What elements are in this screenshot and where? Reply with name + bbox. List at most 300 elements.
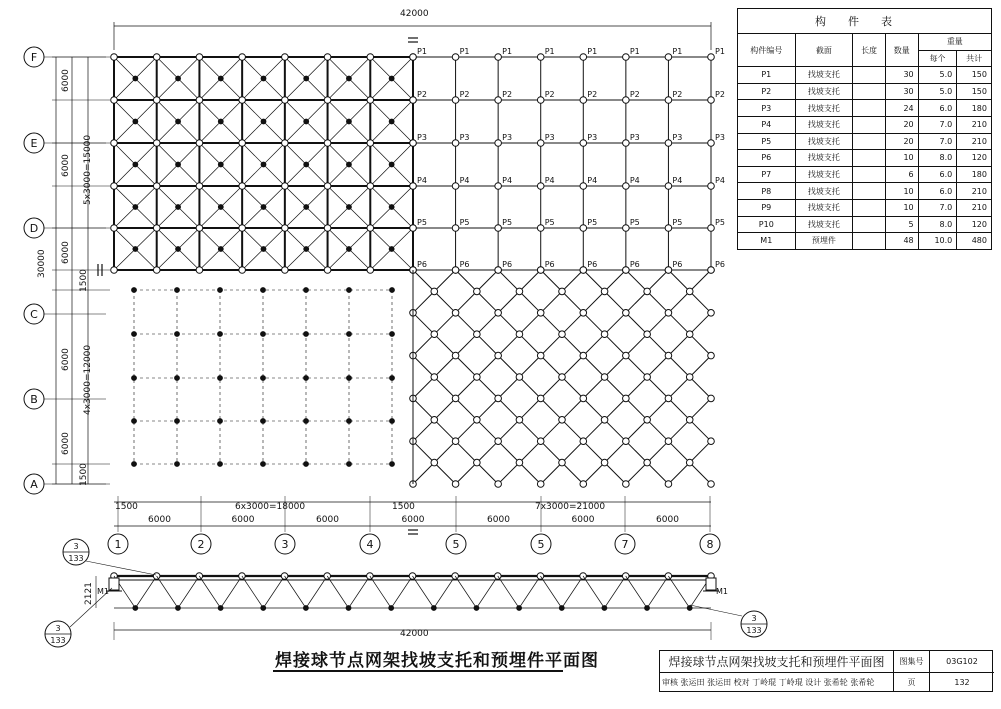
diamond-member	[477, 334, 498, 355]
header-qty: 数量	[885, 34, 918, 67]
upper-chord-node	[153, 140, 160, 147]
lower-chord-node	[176, 119, 181, 124]
diamond-member	[668, 270, 689, 291]
component-row	[738, 183, 992, 200]
diamond-member	[690, 313, 711, 334]
cell-total: 120	[957, 150, 992, 167]
upper-chord-node	[111, 54, 118, 61]
diamond-member	[541, 463, 562, 484]
diamond-member	[626, 398, 647, 419]
diamond-node	[516, 374, 523, 381]
lower-chord-node	[304, 205, 309, 210]
section-bottom-node	[218, 606, 223, 611]
diamond-node	[623, 267, 630, 274]
cell-total: 180	[957, 166, 992, 183]
title-block-title: 焊接球节点网架找坡支托和预埋件平面图	[660, 651, 894, 673]
upper-chord-node	[367, 97, 374, 104]
diamond-member	[647, 270, 668, 291]
diamond-member	[413, 291, 434, 312]
diamond-member	[605, 334, 626, 355]
cell-section: 找坡支托	[795, 133, 853, 150]
diamond-member	[519, 334, 540, 355]
diamond-node	[431, 417, 438, 424]
support-label: P6	[544, 260, 555, 269]
diamond-member	[498, 398, 519, 419]
detail-ref-number: 3	[55, 624, 61, 633]
diamond-member	[413, 313, 434, 334]
diamond-node	[580, 310, 587, 317]
row-axis-label: A	[30, 478, 38, 491]
diamond-member	[456, 441, 477, 462]
left-segment-dim: 6000	[61, 348, 71, 371]
cell-length	[853, 216, 886, 233]
diamond-node	[516, 417, 523, 424]
support-label: P6	[459, 260, 470, 269]
support-node	[580, 97, 587, 104]
atlas-number: 03G102	[930, 651, 994, 673]
support-node	[410, 97, 417, 104]
section-web	[519, 576, 540, 608]
diamond-member	[477, 377, 498, 398]
diamond-node	[623, 352, 630, 359]
diamond-member	[519, 270, 540, 291]
diamond-node	[431, 374, 438, 381]
section-web	[583, 576, 604, 608]
cell-no: P10	[738, 216, 796, 233]
lower-chord-node	[133, 247, 138, 252]
diamond-node	[686, 288, 693, 295]
diamond-member	[583, 398, 604, 419]
diamond-member	[562, 334, 583, 355]
upper-chord-node	[153, 225, 160, 232]
bearing-dot	[347, 462, 352, 467]
support-node	[495, 54, 502, 61]
diamond-node	[601, 288, 608, 295]
diamond-member	[647, 377, 668, 398]
support-node	[708, 140, 715, 147]
support-node	[665, 140, 672, 147]
bearing-dot	[175, 462, 180, 467]
diamond-node	[516, 331, 523, 338]
bearing-dot	[390, 376, 395, 381]
section-web	[562, 576, 583, 608]
diamond-member	[690, 398, 711, 419]
cell-total: 210	[957, 133, 992, 150]
diamond-member	[434, 463, 455, 484]
diamond-member	[668, 420, 689, 441]
diamond-node	[431, 331, 438, 338]
lower-chord-node	[218, 162, 223, 167]
section-web	[285, 576, 306, 608]
component-row	[738, 116, 992, 133]
diamond-node	[623, 310, 630, 317]
bearing-dot	[347, 376, 352, 381]
section-web	[498, 576, 519, 608]
support-label: P6	[417, 260, 427, 269]
diamond-member	[413, 270, 434, 291]
diamond-member	[519, 377, 540, 398]
section-web	[349, 576, 370, 608]
diamond-node	[559, 288, 566, 295]
bottom-segment-dim: 6000	[231, 515, 255, 525]
diamond-member	[477, 463, 498, 484]
cell-section: 预埋件	[795, 233, 853, 250]
cell-each: 6.0	[918, 183, 957, 200]
section-bottom-node	[431, 606, 436, 611]
section-bottom-node	[687, 606, 692, 611]
cell-no: P3	[738, 100, 796, 117]
cell-total: 480	[957, 233, 992, 250]
support-node	[537, 54, 544, 61]
upper-chord-node	[111, 225, 118, 232]
upper-chord-node	[282, 54, 289, 61]
diamond-member	[456, 420, 477, 441]
diamond-member	[605, 377, 626, 398]
grid-layer	[24, 22, 767, 647]
diamond-member	[498, 313, 519, 334]
diamond-member	[498, 356, 519, 377]
diamond-member	[477, 291, 498, 312]
diamond-member	[668, 334, 689, 355]
section-web	[178, 576, 199, 608]
col-axis-label: 7	[621, 538, 629, 551]
support-node	[623, 97, 630, 104]
lower-chord-node	[261, 162, 266, 167]
upper-chord-node	[367, 140, 374, 147]
support-label: P6	[672, 260, 683, 269]
upper-chord-node	[111, 267, 118, 274]
section-web	[135, 576, 156, 608]
support-label: P4	[629, 176, 640, 185]
cell-each: 7.0	[918, 133, 957, 150]
bearing-dot	[261, 288, 266, 293]
cell-section: 找坡支托	[795, 150, 853, 167]
diamond-member	[626, 463, 647, 484]
diamond-member	[562, 420, 583, 441]
diamond-node	[495, 352, 502, 359]
diamond-member	[434, 356, 455, 377]
section-web	[391, 576, 412, 608]
lower-chord-node	[389, 119, 394, 124]
diamond-node	[665, 395, 672, 402]
support-label: P5	[459, 218, 470, 227]
cell-section: 找坡支托	[795, 67, 853, 84]
row-axis-label: F	[30, 51, 38, 64]
top-total-dim: 42000	[400, 9, 429, 19]
diamond-member	[583, 334, 604, 355]
component-row	[738, 67, 992, 84]
lower-chord-node	[389, 162, 394, 167]
cell-total: 150	[957, 83, 992, 100]
header-total: 共计	[957, 50, 992, 67]
section-bottom-node	[474, 606, 479, 611]
support-label: P5	[544, 218, 555, 227]
left-mid-upper-dim: 5x3000=15000	[83, 134, 93, 205]
diamond-member	[605, 463, 626, 484]
section-web	[157, 576, 178, 608]
diamond-node	[580, 267, 587, 274]
support-node	[495, 97, 502, 104]
diamond-member	[583, 441, 604, 462]
diamond-node	[559, 459, 566, 466]
cell-no: P4	[738, 116, 796, 133]
upper-chord-node	[153, 54, 160, 61]
col-axis-label: 5	[452, 538, 460, 551]
section-web	[455, 576, 476, 608]
support-node	[580, 140, 587, 147]
cell-total: 210	[957, 116, 992, 133]
lower-chord-node	[347, 162, 352, 167]
lower-chord-node	[176, 247, 181, 252]
support-label: P5	[672, 218, 683, 227]
cell-no: P8	[738, 183, 796, 200]
bearing-dot	[261, 332, 266, 337]
bottom-dim-b: 6x3000=18000	[235, 502, 306, 512]
lower-chord-node	[133, 119, 138, 124]
section-bottom-node	[645, 606, 650, 611]
upper-chord-node	[282, 97, 289, 104]
diamond-member	[690, 356, 711, 377]
diamond-node	[431, 459, 438, 466]
diamond-member	[413, 463, 434, 484]
diamond-member	[562, 463, 583, 484]
lower-chord-node	[347, 76, 352, 81]
diamond-node	[431, 288, 438, 295]
support-label: P2	[417, 90, 427, 99]
component-table-title: 构件表	[738, 9, 992, 34]
section-web	[413, 576, 434, 608]
section-web	[476, 576, 497, 608]
diamond-member	[541, 377, 562, 398]
diamond-node	[665, 481, 672, 488]
bearing-dot	[218, 332, 223, 337]
support-label: P2	[672, 90, 683, 99]
bearing-dot	[132, 462, 137, 467]
diamond-member	[605, 420, 626, 441]
diamond-member	[562, 398, 583, 419]
diamond-member	[541, 291, 562, 312]
upper-chord-node	[153, 97, 160, 104]
diamond-member	[413, 334, 434, 355]
section-web	[668, 576, 689, 608]
support-node	[665, 225, 672, 232]
diamond-member	[626, 313, 647, 334]
diamond-member	[626, 291, 647, 312]
support-bearing	[706, 578, 716, 590]
upper-chord-node	[282, 225, 289, 232]
upper-chord-node	[282, 267, 289, 274]
upper-chord-node	[324, 183, 331, 190]
edge-dim: 1500	[79, 269, 89, 292]
support-node	[708, 225, 715, 232]
col-axis-label: 5	[537, 538, 545, 551]
support-label: P2	[715, 90, 725, 99]
leader-line	[86, 561, 156, 575]
support-label: P3	[459, 133, 470, 142]
support-label: P6	[587, 260, 598, 269]
leader-line	[690, 605, 742, 616]
cell-no: P1	[738, 67, 796, 84]
diamond-node	[452, 395, 459, 402]
support-label: P4	[417, 176, 427, 185]
cell-each: 8.0	[918, 150, 957, 167]
cell-no: P7	[738, 166, 796, 183]
cell-each: 6.0	[918, 100, 957, 117]
diamond-node	[644, 459, 651, 466]
lower-chord-node	[261, 76, 266, 81]
diamond-member	[434, 334, 455, 355]
cell-each: 7.0	[918, 199, 957, 216]
diamond-member	[498, 377, 519, 398]
bearing-dot	[218, 376, 223, 381]
header-length: 长度	[853, 34, 886, 67]
diamond-node	[580, 395, 587, 402]
support-node	[410, 54, 417, 61]
section-bottom-node	[602, 606, 607, 611]
diamond-node	[580, 481, 587, 488]
diamond-member	[605, 313, 626, 334]
lower-chord-node	[304, 247, 309, 252]
diamond-member	[647, 313, 668, 334]
support-label: P3	[629, 133, 640, 142]
left-segment-dim: 6000	[61, 154, 71, 177]
diamond-member	[690, 334, 711, 355]
section-web	[242, 576, 263, 608]
diamond-member	[456, 377, 477, 398]
bearing-dot	[304, 419, 309, 424]
cell-length	[853, 150, 886, 167]
bottom-segment-dim: 6000	[148, 515, 171, 525]
bearing-dot	[218, 462, 223, 467]
left-segment-dim: 6000	[61, 69, 71, 92]
component-row	[738, 100, 992, 117]
diamond-member	[583, 377, 604, 398]
diamond-node	[686, 374, 693, 381]
header-weight: 重量	[918, 34, 991, 51]
diamond-member	[434, 270, 455, 291]
support-node	[410, 183, 417, 190]
bearing-dot	[304, 288, 309, 293]
component-row	[738, 216, 992, 233]
diamond-node	[537, 310, 544, 317]
upper-chord-node	[111, 183, 118, 190]
lower-chord-node	[133, 162, 138, 167]
lower-chord-node	[218, 205, 223, 210]
support-node	[580, 225, 587, 232]
component-row	[738, 83, 992, 100]
section-web	[327, 576, 348, 608]
section-web	[434, 576, 455, 608]
upper-chord-node	[367, 54, 374, 61]
support-node	[410, 225, 417, 232]
row-axis-label: B	[30, 393, 38, 406]
cell-each: 6.0	[918, 166, 957, 183]
diamond-member	[519, 441, 540, 462]
diamond-member	[583, 420, 604, 441]
lower-chord-node	[347, 119, 352, 124]
section-web	[647, 576, 668, 608]
cell-each: 5.0	[918, 83, 957, 100]
bottom-segment-dim: 6000	[656, 515, 679, 525]
diamond-member	[541, 313, 562, 334]
bearing-dot	[175, 376, 180, 381]
diamond-member	[541, 270, 562, 291]
support-node	[495, 183, 502, 190]
diamond-node	[537, 352, 544, 359]
diamond-member	[519, 420, 540, 441]
diamond-node	[452, 438, 459, 445]
diamond-node	[559, 331, 566, 338]
diamond-node	[559, 417, 566, 424]
diamond-member	[562, 356, 583, 377]
diamond-node	[708, 481, 715, 488]
diamond-member	[456, 398, 477, 419]
diamond-member	[519, 463, 540, 484]
diamond-member	[541, 356, 562, 377]
section-bottom-node	[346, 606, 351, 611]
diamond-member	[456, 463, 477, 484]
diamond-member	[498, 420, 519, 441]
section-bottom-node	[261, 606, 266, 611]
upper-chord-node	[324, 225, 331, 232]
support-label: P5	[587, 218, 598, 227]
diamond-member	[605, 356, 626, 377]
component-row	[738, 166, 992, 183]
diamond-member	[562, 441, 583, 462]
diamond-node	[601, 459, 608, 466]
cell-each: 7.0	[918, 116, 957, 133]
atlas-label: 图集号	[894, 651, 930, 673]
lower-chord-node	[304, 162, 309, 167]
diamond-node	[644, 288, 651, 295]
diamond-node	[452, 352, 459, 359]
row-axis-label: D	[29, 222, 39, 235]
bearing-dot	[390, 332, 395, 337]
upper-chord-node	[324, 267, 331, 274]
bearing-dot	[175, 288, 180, 293]
edge-dim: 1500	[79, 463, 89, 486]
diamond-member	[647, 420, 668, 441]
diamond-member	[647, 441, 668, 462]
support-label: P4	[587, 176, 598, 185]
diamond-member	[456, 270, 477, 291]
cell-no: P5	[738, 133, 796, 150]
section-web	[370, 576, 391, 608]
lower-chord-node	[261, 205, 266, 210]
support-node	[623, 140, 630, 147]
diamond-node	[644, 331, 651, 338]
diamond-node	[516, 288, 523, 295]
diamond-node	[537, 395, 544, 402]
detail-ref-sheet: 133	[50, 636, 66, 645]
component-row	[738, 233, 992, 250]
title-underline	[273, 670, 563, 672]
cell-total: 210	[957, 183, 992, 200]
cell-length	[853, 83, 886, 100]
support-node	[708, 97, 715, 104]
support-label: P3	[672, 133, 683, 142]
diamond-node	[495, 438, 502, 445]
diamond-node	[665, 352, 672, 359]
cell-qty: 10	[885, 199, 918, 216]
upper-chord-node	[111, 97, 118, 104]
diamond-member	[413, 441, 434, 462]
support-node	[495, 225, 502, 232]
diamond-node	[665, 267, 672, 274]
diamond-member	[498, 270, 519, 291]
diamond-member	[626, 441, 647, 462]
cell-qty: 30	[885, 83, 918, 100]
